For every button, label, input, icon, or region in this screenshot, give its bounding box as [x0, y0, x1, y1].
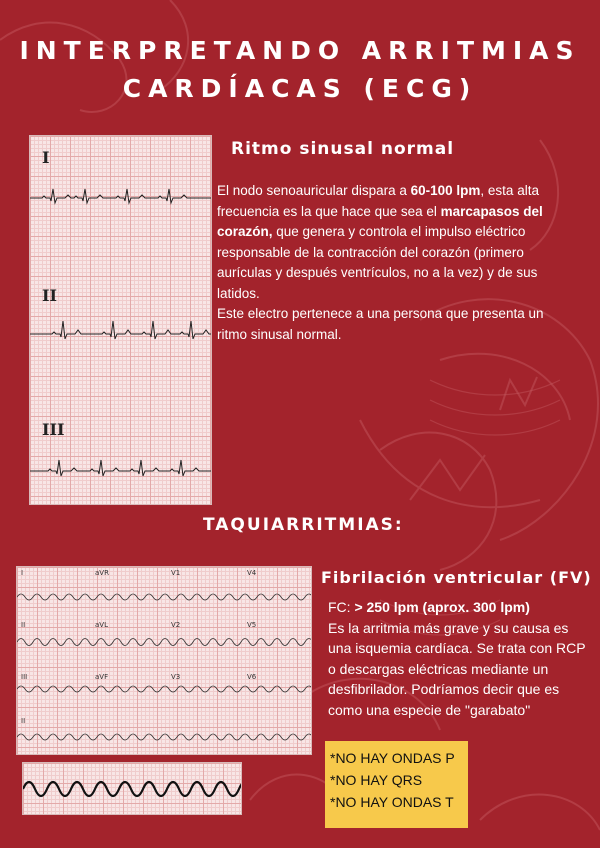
lead-III: III: [21, 673, 28, 681]
vf-description-block: [328, 597, 590, 720]
lead-I: I: [21, 569, 24, 577]
sinus-rhythm-traces: [30, 136, 211, 504]
lead-II-rhythm: II: [21, 717, 26, 725]
tachyarrhythmias-heading: TAQUIARRITMIAS:: [203, 515, 404, 535]
sinus-rhythm-description: [217, 181, 577, 345]
text-fragment: El nodo senoauricular dispara a: [217, 183, 411, 198]
page-title-line1: INTERPRETANDO ARRITMIAS: [19, 36, 581, 65]
vf-notes-box: [325, 741, 468, 828]
text-fragment: , esta alta frecuencia es la que hace que sea el: [217, 183, 539, 219]
vf-rhythm-strip: [22, 762, 242, 815]
bold-pacemaker: marcapasos del corazón,: [217, 203, 543, 239]
lead-label-I: I: [42, 148, 50, 167]
fc-label: FC:: [328, 599, 355, 615]
lead-aVL: aVL: [95, 621, 108, 629]
vf-heart-rate: [328, 597, 590, 618]
bold-rate: 60-100 lpm: [410, 183, 481, 198]
lead-label-II: II: [42, 286, 57, 305]
lead-II: II: [21, 621, 26, 629]
sinus-rhythm-heading: Ritmo sinusal normal: [231, 139, 455, 159]
note-no-t-waves: *NO HAY ONDAS T: [330, 794, 454, 810]
vf-description: Es la arritmia más grave y su causa es una isquemia cardíaca. Se trata con RCP o descargas eléctricas mediante un desfibrilador. Podríamos decir que es como una especie de "garabato": [328, 619, 586, 718]
note-no-p-waves: *NO HAY ONDAS P: [330, 750, 455, 766]
vf-12-lead-ecg: [16, 566, 312, 755]
fc-value: > 250 lpm (aprox. 300 lpm): [354, 599, 530, 615]
lead-aVF: aVF: [95, 673, 109, 681]
lead-V1: V1: [171, 569, 181, 577]
lead-V6: V6: [247, 673, 257, 681]
lead-label-III: III: [42, 420, 65, 439]
page-title-line2: CARDÍACAS (ECG): [122, 74, 478, 103]
lead-V3: V3: [171, 673, 181, 681]
vf-rhythm-trace: [23, 763, 241, 814]
text-fragment: que genera y controla el impulso eléctrico responsable de la contracción del corazón (primero aurículas y después ventrículos, no a la vez) y de sus latidos.: [217, 224, 538, 301]
sinus-rhythm-ecg: [29, 135, 212, 505]
note-no-qrs: *NO HAY QRS: [330, 772, 423, 788]
lead-aVR: aVR: [95, 569, 109, 577]
sinus-rhythm-conclusion: Este electro pertenece a una persona que presenta un ritmo sinusal normal.: [217, 306, 544, 342]
vf-12-lead-traces: [17, 567, 311, 754]
vf-heading: Fibrilación ventricular (FV): [321, 568, 592, 587]
lead-V2: V2: [171, 621, 181, 629]
lead-V5: V5: [247, 621, 257, 629]
lead-V4: V4: [247, 569, 257, 577]
